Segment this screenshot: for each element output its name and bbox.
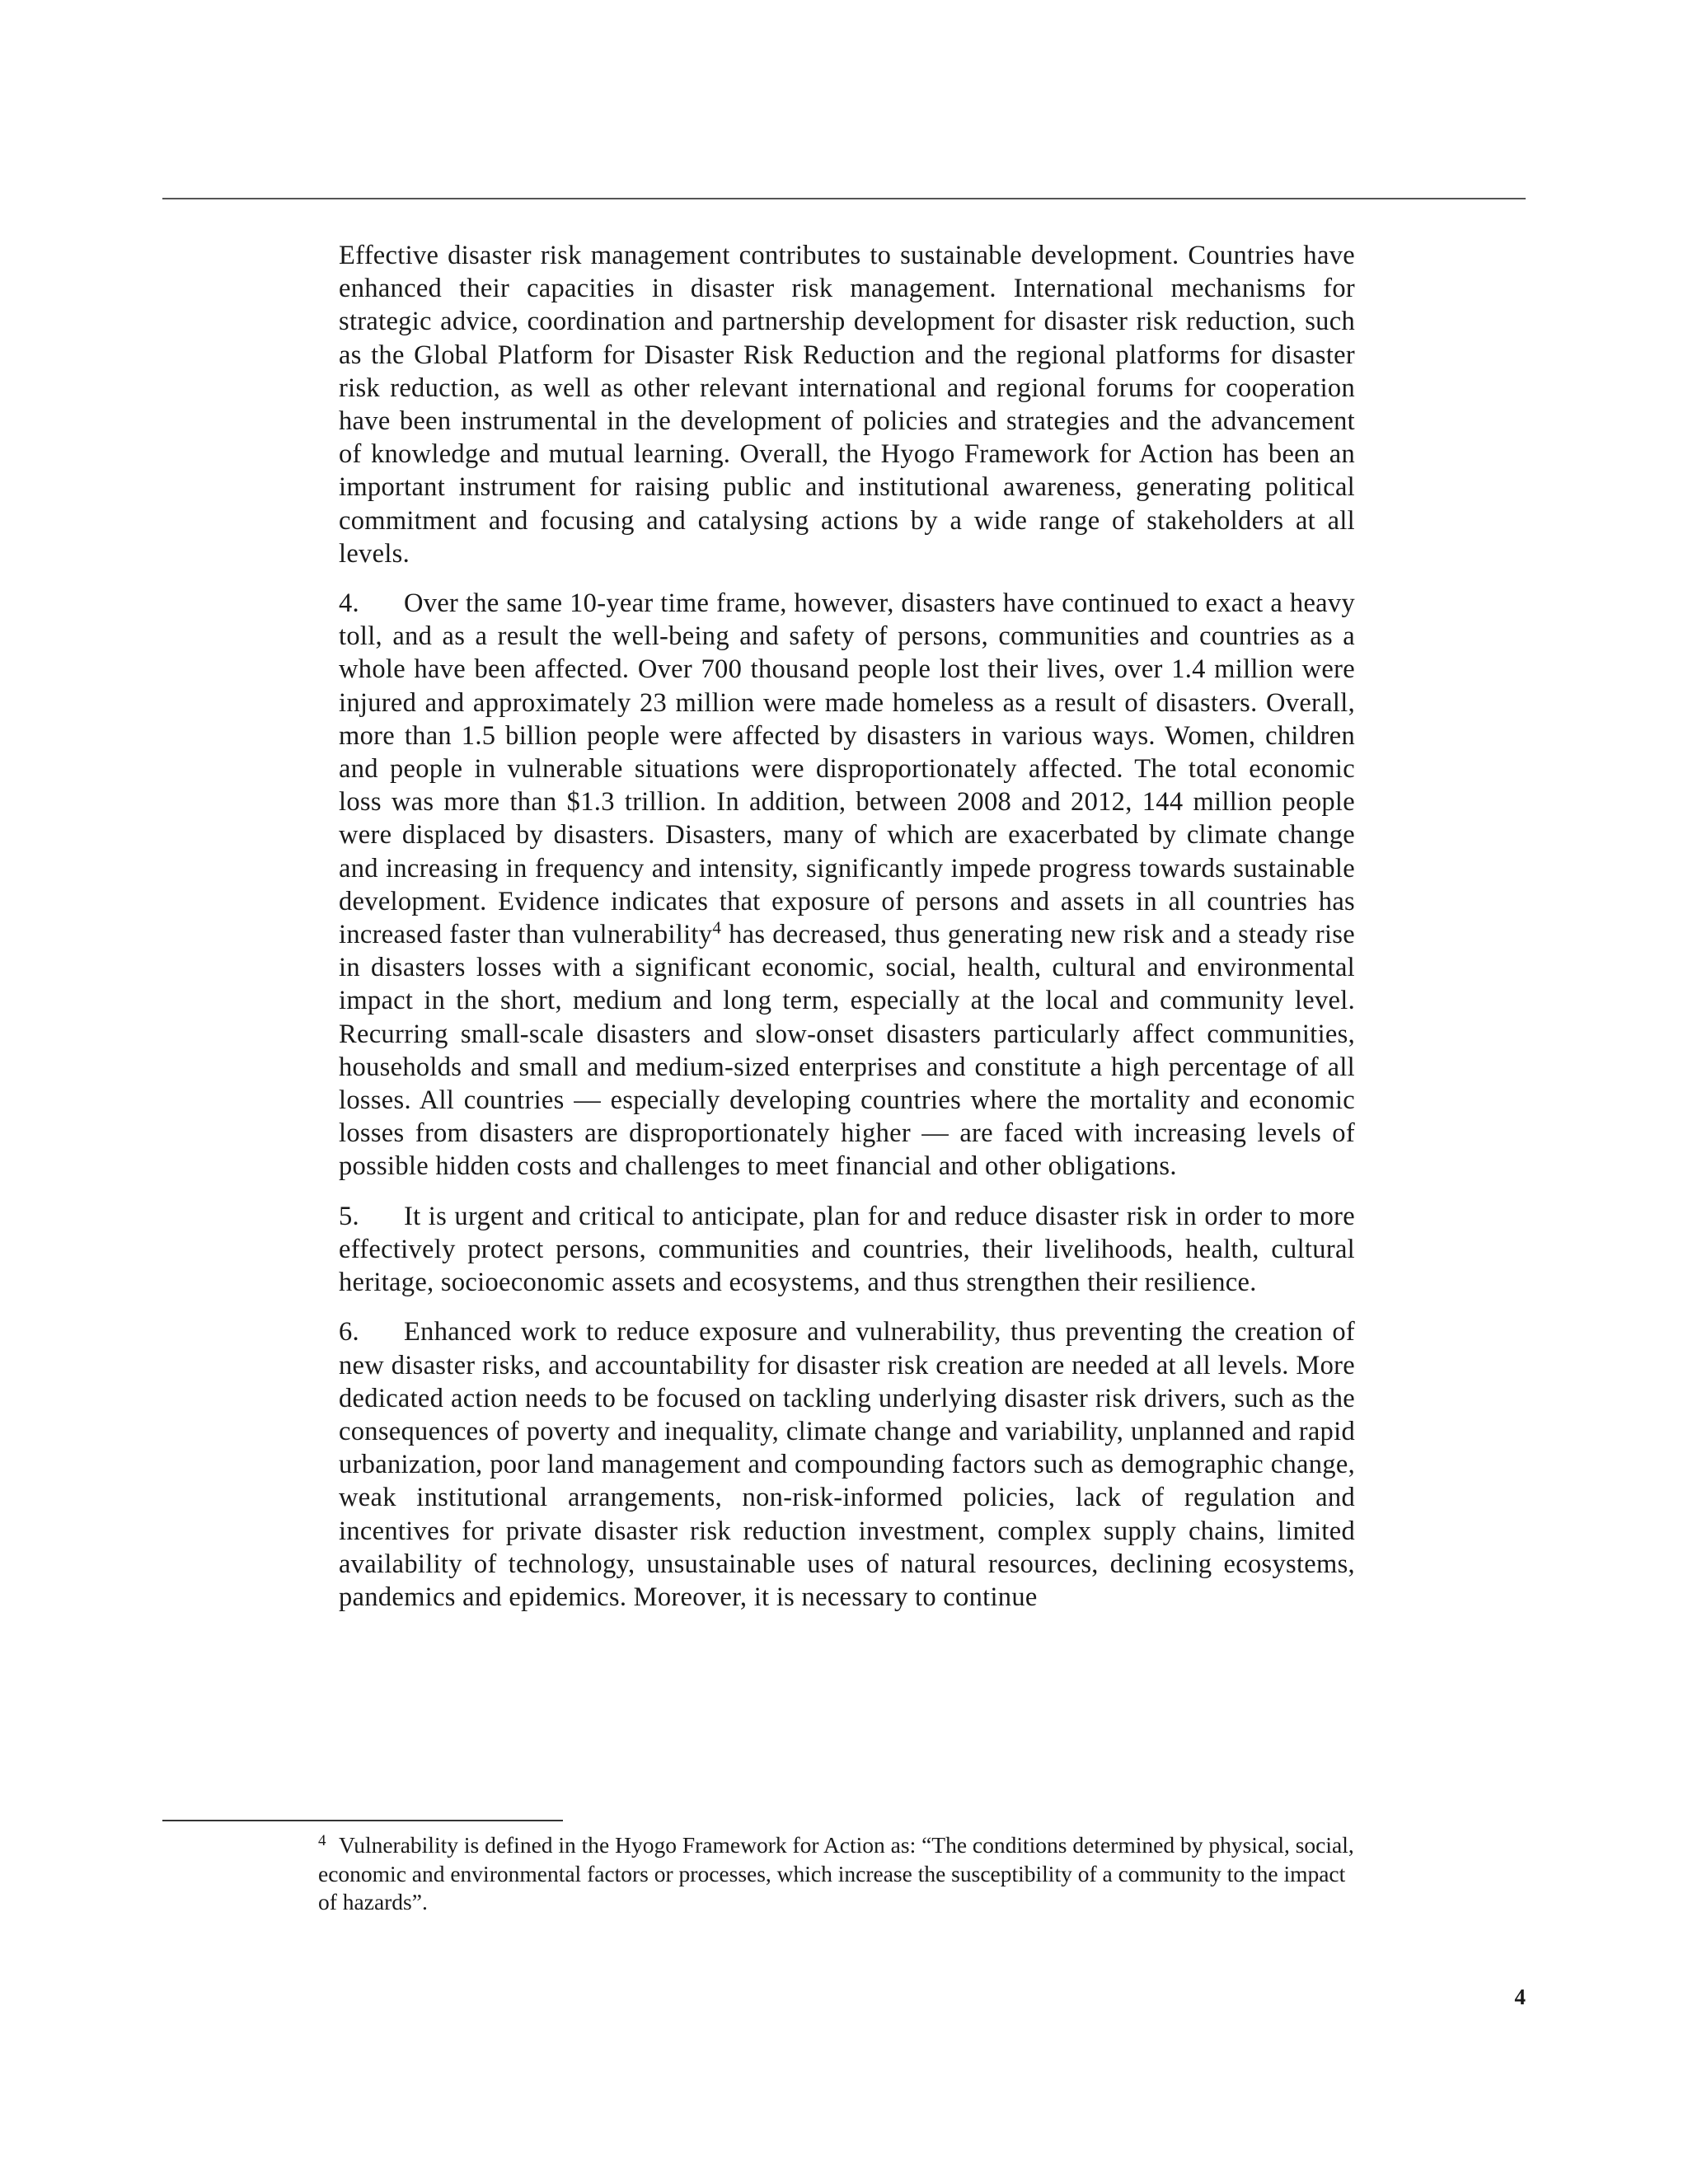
paragraph-number: 5. <box>339 1201 359 1231</box>
body-text <box>339 239 1355 1630</box>
paragraph-5 <box>339 1200 1355 1300</box>
paragraph-text: Over the same 10-year time frame, however, disasters have continued to exact a heavy toll, and as a result the well-being and safety of persons, communities and countries as a whole have been affected. Over 700 thousand people lost their lives, over 1.4 million were injured and approximately 23 million were made homeless as a result of disasters. Overall, more than 1.5 billion people were affected by disasters in various ways. Women, children and people in vulnerable situations were disproportionately affected. The total economic loss was more than $1.3 trillion. In addition, between 2008 and 2012, 144 million people were displaced by disasters. Disasters, many of which are exacerbated by climate change and increasing in frequency and intensity, significantly impede progress towards sustainable development. Evidence indicates that exposure of persons and assets in all countries has increased faster than vulnerability <box>339 588 1355 950</box>
paragraph-number: 6. <box>339 1317 359 1347</box>
paragraph-3-continued <box>339 239 1355 570</box>
footnote-separator <box>162 1820 563 1821</box>
paragraph-4 <box>339 587 1355 1183</box>
paragraph-6 <box>339 1315 1355 1614</box>
header-rule <box>162 198 1526 199</box>
paragraph-number: 4. <box>339 588 359 619</box>
paragraph-text-continued: has decreased, thus generating new risk and a steady rise in disasters losses with a significant economic, social, health, cultural and environmental impact in the short, medium and long term, especially at the local and community level. Recurring small-scale disasters and slow-onset disasters particularly affect communities, households and small and medium-sized enterprises and constitute a high percentage of all losses. All countries — especially developing countries where the mortality and economic losses from disasters are disproportionately higher — are faced with increasing levels of possible hidden costs and challenges to meet financial and other obligations. <box>339 920 1355 1182</box>
footnote: 4 Vulnerability is defined in the Hyogo Framework for Action as: “The conditions determined by physical, social, economic and environmental factors or processes, which increase the susceptibility of a community to the impact of hazards”. <box>318 1832 1354 1915</box>
paragraph-text: Effective disaster risk management contributes to sustainable development. Countries have enhanced their capacities in disaster risk management. International mechanisms for strategic advice, coordination and partnership development for disaster risk reduction, such as the Global Platform for Disaster Risk Reduction and the regional platforms for disaster risk reduction, as well as other relevant international and regional forums for cooperation have been instrumental in the development of policies and strategies and the advancement of knowledge and mutual learning. Overall, the Hyogo Framework for Action has been an important instrument for raising public and institutional awareness, generating political commitment and focusing and catalysing actions by a wide range of stakeholders at all levels. <box>339 241 1355 569</box>
footnote-text: Vulnerability is defined in the Hyogo Framework for Action as: “The conditions determined by physical, social, economic and environmental factors or processes, which increase the susceptibility of a community to the impact of hazards”. <box>318 1832 1354 1915</box>
paragraph-text: It is urgent and critical to anticipate, plan for and reduce disaster risk in order to more effectively protect persons, communities and countries, their livelihoods, health, cultural heritage, socioeconomic assets and ecosystems, and thus strengthen their resilience. <box>339 1201 1355 1298</box>
paragraph-text: Enhanced work to reduce exposure and vulnerability, thus preventing the creation of new disaster risks, and accountability for disaster risk creation are needed at all levels. More dedicated action needs to be focused on tackling underlying disaster risk drivers, such as the consequences of poverty and inequality, climate change and variability, unplanned and rapid urbanization, poor land management and compounding factors such as demographic change, weak institutional arrangements, non-risk-informed policies, lack of regulation and incentives for private disaster risk reduction investment, complex supply chains, limited availability of technology, unsustainable uses of natural resources, declining ecosystems, pandemics and epidemics. Moreover, it is necessary to continue <box>339 1317 1355 1612</box>
footnote-reference[interactable]: 4 <box>712 917 722 938</box>
page-number: 4 <box>1514 1985 1526 2009</box>
